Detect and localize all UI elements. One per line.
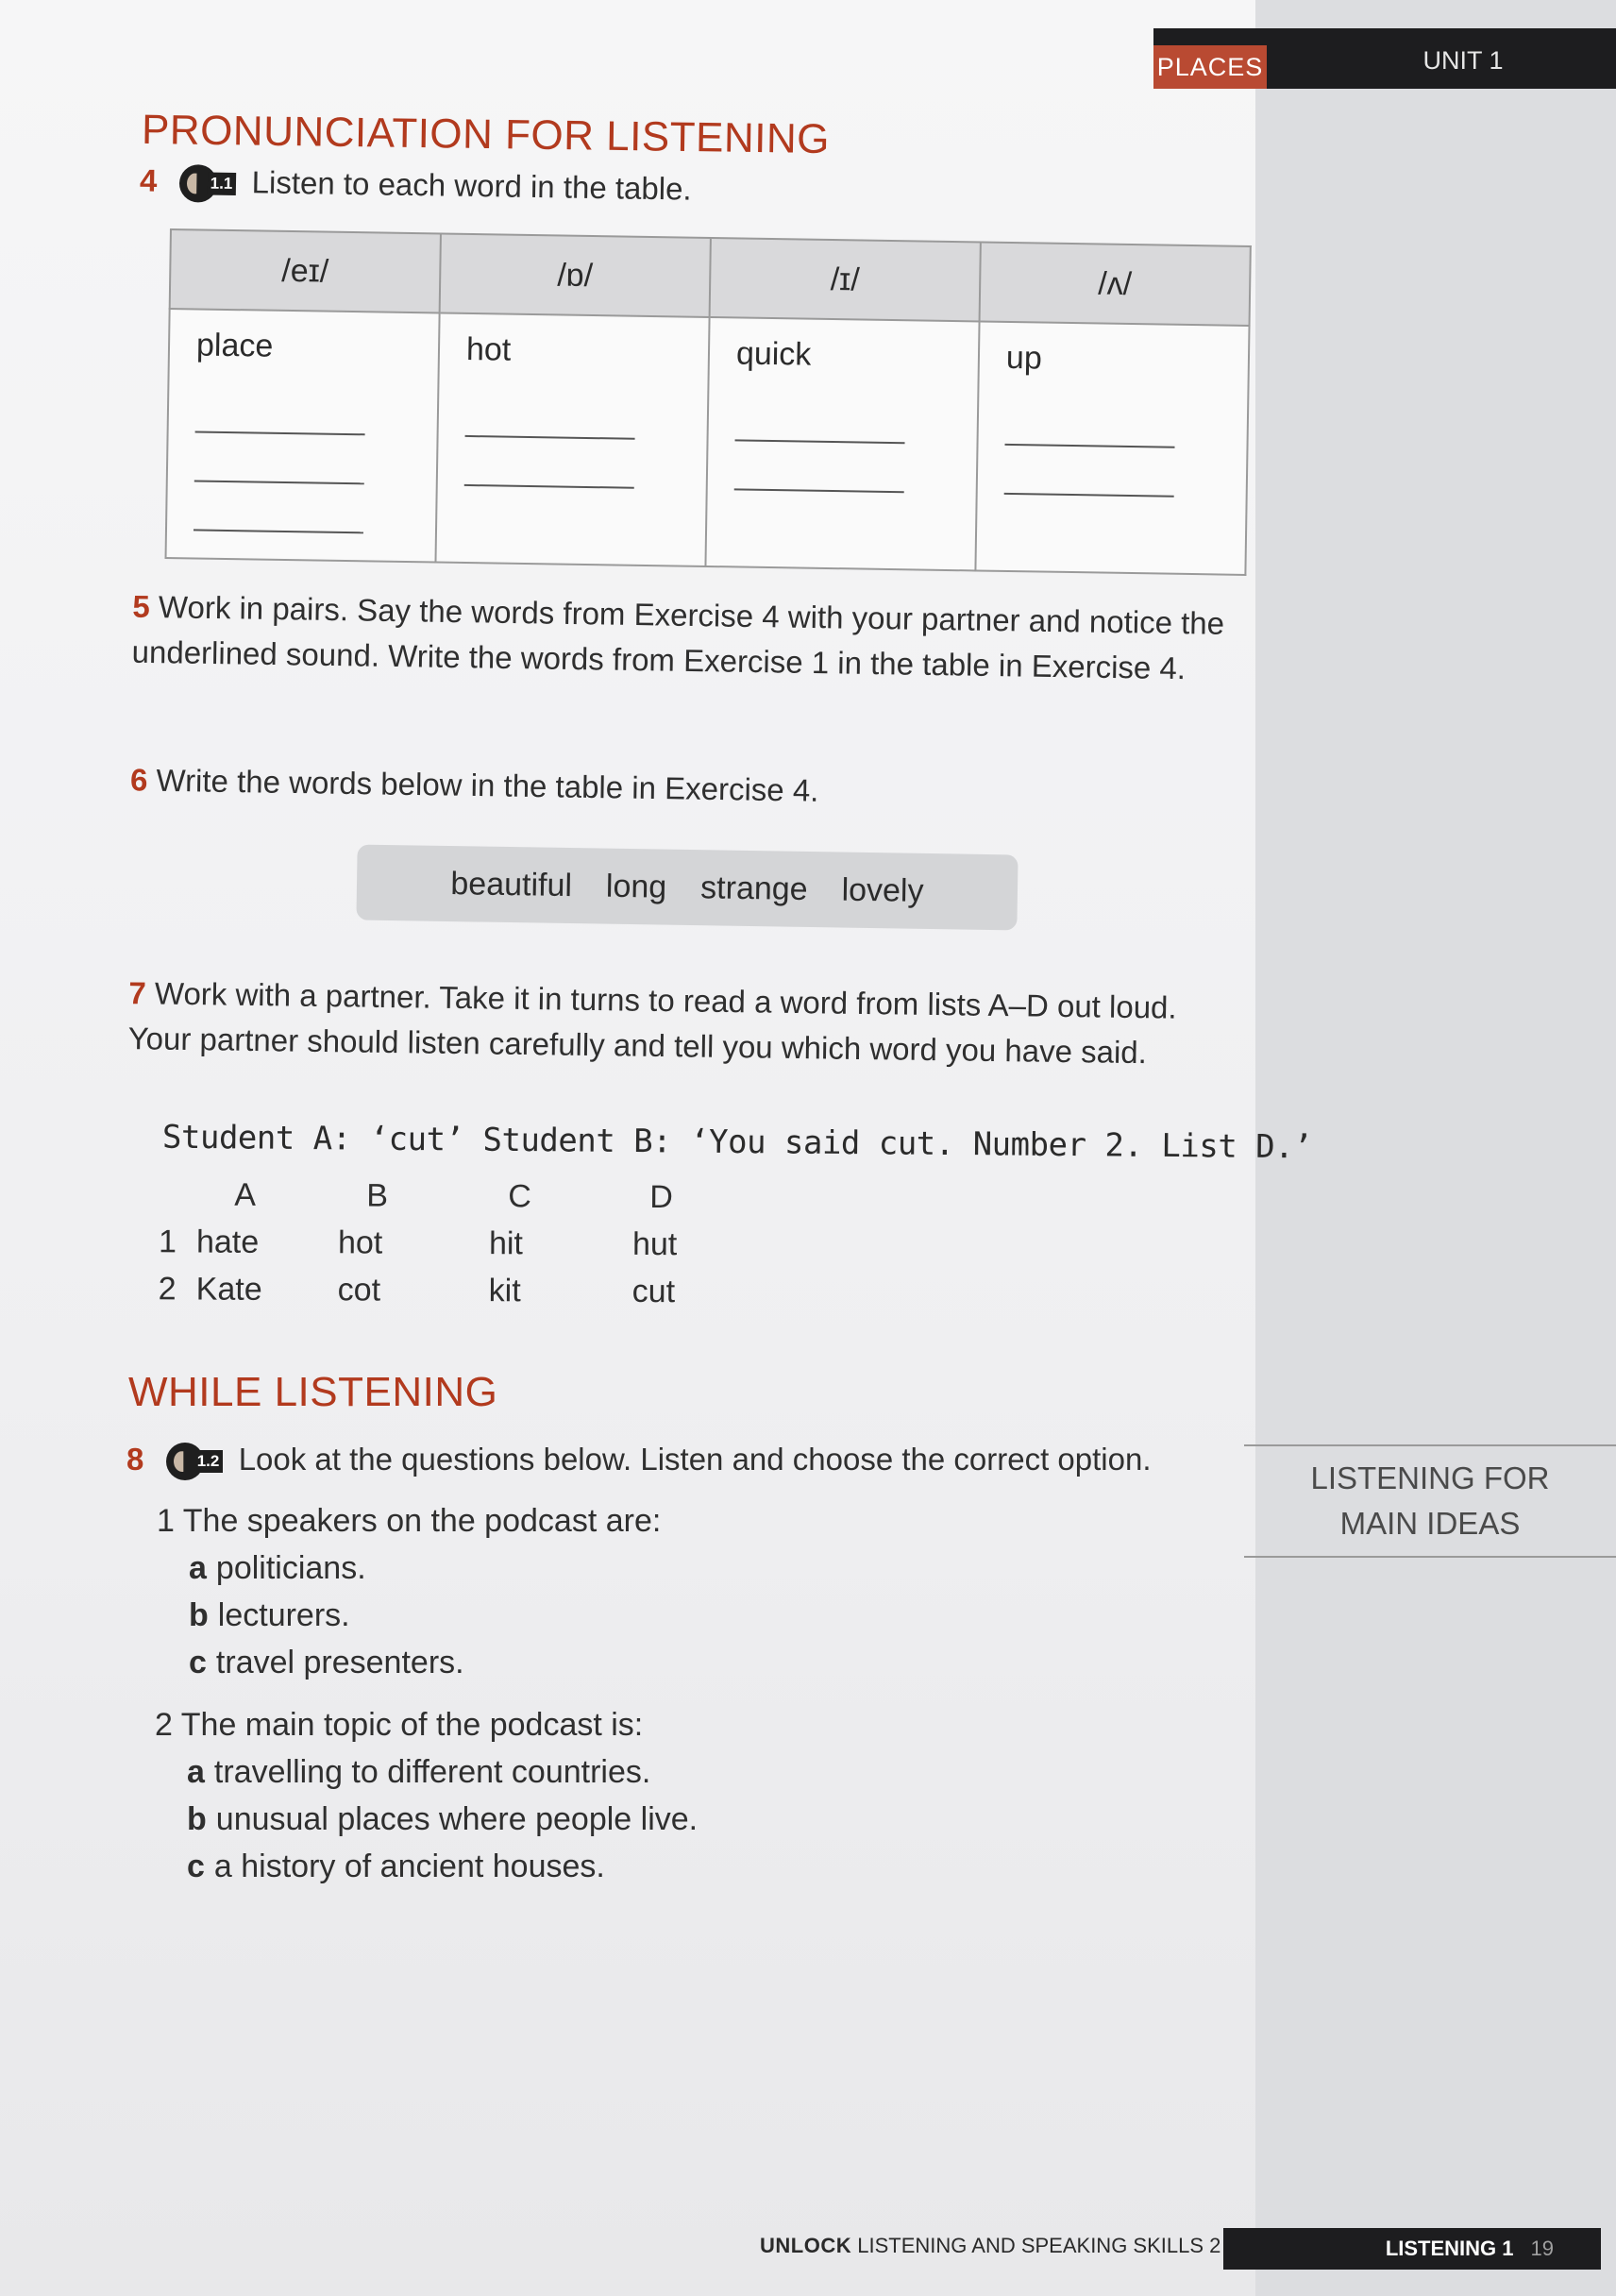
exercise-number: 8 xyxy=(126,1442,144,1477)
table-row xyxy=(166,309,1250,575)
word-box-item: lovely xyxy=(841,871,924,909)
exercise-4 xyxy=(140,158,692,211)
list-word: kit xyxy=(488,1272,521,1308)
answer-option[interactable]: b lecturers. xyxy=(189,1597,350,1633)
page-number: 19 xyxy=(1530,2237,1554,2260)
audio-icon[interactable]: 1.2 xyxy=(166,1443,221,1480)
answer-blank[interactable] xyxy=(194,481,364,533)
answer-blank[interactable] xyxy=(465,388,636,440)
series-level: 2 xyxy=(1209,2234,1221,2257)
footer-bar xyxy=(1223,2228,1601,2270)
question-stem xyxy=(157,1497,661,1545)
pronunciation-title: PRONUNCIATION FOR LISTENING xyxy=(141,106,831,163)
list-word: hut xyxy=(631,1225,678,1262)
example-word: quick xyxy=(735,335,812,373)
word-lists xyxy=(159,1171,775,1315)
answer-blank[interactable] xyxy=(464,437,635,489)
list-row xyxy=(159,1265,774,1315)
brand-logo: UNLOCK xyxy=(760,2234,852,2257)
word-box xyxy=(356,845,1018,931)
exercise-number: 6 xyxy=(129,762,148,798)
exercise-instruction: Work with a partner. Take it in turns to read a word from lists A–D out loud. Your partner should listen carefully and tell you which word you have said. xyxy=(127,975,1177,1071)
exercise-6 xyxy=(130,757,819,813)
while-listening-title: WHILE LISTENING xyxy=(128,1369,498,1415)
list-header-row xyxy=(159,1171,774,1221)
example-word: up xyxy=(1005,339,1043,377)
list-header: A xyxy=(234,1176,257,1213)
list-word: hit xyxy=(488,1224,524,1261)
question-text: The main topic of the podcast is: xyxy=(180,1707,644,1743)
list-word: cot xyxy=(337,1271,381,1308)
answer-blank[interactable] xyxy=(1004,446,1175,498)
exercise-8 xyxy=(126,1437,1152,1482)
skill-tag-line: LISTENING FOR xyxy=(1310,1460,1550,1495)
table-header: /eɪ/ xyxy=(170,229,441,312)
answer-option[interactable]: b unusual places where people live. xyxy=(187,1801,699,1837)
list-header: C xyxy=(508,1177,531,1214)
table-header: /ɪ/ xyxy=(710,238,981,321)
list-header: B xyxy=(366,1176,389,1214)
answer-option[interactable]: a travelling to different countries. xyxy=(187,1754,651,1790)
list-word: Kate xyxy=(195,1271,262,1308)
sound-table xyxy=(165,228,1252,576)
exercise-instruction: Look at the questions below. Listen and choose the correct option. xyxy=(238,1442,1152,1477)
word-box-item: beautiful xyxy=(450,865,573,903)
question-1 xyxy=(157,1497,661,1686)
answer-blank[interactable] xyxy=(194,432,365,484)
question-number: 2 xyxy=(155,1707,173,1743)
example-word: place xyxy=(195,327,274,364)
row-number: 2 xyxy=(158,1270,177,1307)
table-header: /ʌ/ xyxy=(980,242,1251,325)
exercise-instruction: Work in pairs. Say the words from Exercise 4 with your partner and notice the underlined sound. Write the words from Exercise 1 in the table in Exercise 4. xyxy=(131,589,1225,686)
exercise-number: 4 xyxy=(139,162,158,198)
table-cell xyxy=(166,309,440,562)
row-number: 1 xyxy=(158,1223,177,1259)
section-badge: PLACES xyxy=(1153,45,1267,89)
exercise-number: 5 xyxy=(132,588,151,624)
audio-icon[interactable]: 1.1 xyxy=(178,164,234,203)
answer-blank[interactable] xyxy=(1004,397,1175,448)
word-box-item: strange xyxy=(699,869,808,907)
skill-tag-line: MAIN IDEAS xyxy=(1339,1506,1521,1541)
footer-brand xyxy=(760,2234,1220,2258)
table-cell xyxy=(435,312,709,566)
list-header: D xyxy=(649,1178,673,1215)
list-word: hot xyxy=(337,1224,383,1261)
table-header: /ɒ/ xyxy=(440,234,711,317)
exercise-7 xyxy=(127,971,1195,1076)
footer-section: LISTENING 1 xyxy=(1385,2237,1514,2260)
unit-label: UNIT 1 xyxy=(1422,46,1504,75)
list-word: cut xyxy=(631,1273,676,1309)
example-word: hot xyxy=(465,330,512,368)
exercise-number: 7 xyxy=(128,975,147,1011)
answer-option[interactable]: c a history of ancient houses. xyxy=(187,1849,605,1884)
question-stem xyxy=(155,1701,698,1748)
exercise-instruction: Listen to each word in the table. xyxy=(251,164,692,207)
answer-blank[interactable] xyxy=(195,383,366,435)
answer-option[interactable]: a politicians. xyxy=(189,1550,366,1586)
table-cell xyxy=(975,321,1249,574)
word-box-item: long xyxy=(605,868,667,905)
example-dialogue: Student A: ‘cut’ Student B: ‘You said cut. Number 2. List D.’ xyxy=(161,1118,1313,1167)
question-number: 1 xyxy=(157,1503,175,1539)
table-cell xyxy=(705,317,979,570)
exercise-instruction: Write the words below in the table in Exercise 4. xyxy=(156,762,819,808)
list-row xyxy=(159,1218,774,1268)
skill-tag xyxy=(1244,1444,1616,1558)
list-word: hate xyxy=(195,1224,260,1260)
series-name: LISTENING AND SPEAKING SKILLS xyxy=(857,2234,1204,2257)
answer-blank[interactable] xyxy=(734,441,905,493)
answer-option[interactable]: c travel presenters. xyxy=(189,1645,464,1680)
question-2 xyxy=(155,1701,698,1890)
answer-blank[interactable] xyxy=(735,392,906,444)
question-text: The speakers on the podcast are: xyxy=(182,1503,662,1539)
exercise-5 xyxy=(131,584,1255,693)
